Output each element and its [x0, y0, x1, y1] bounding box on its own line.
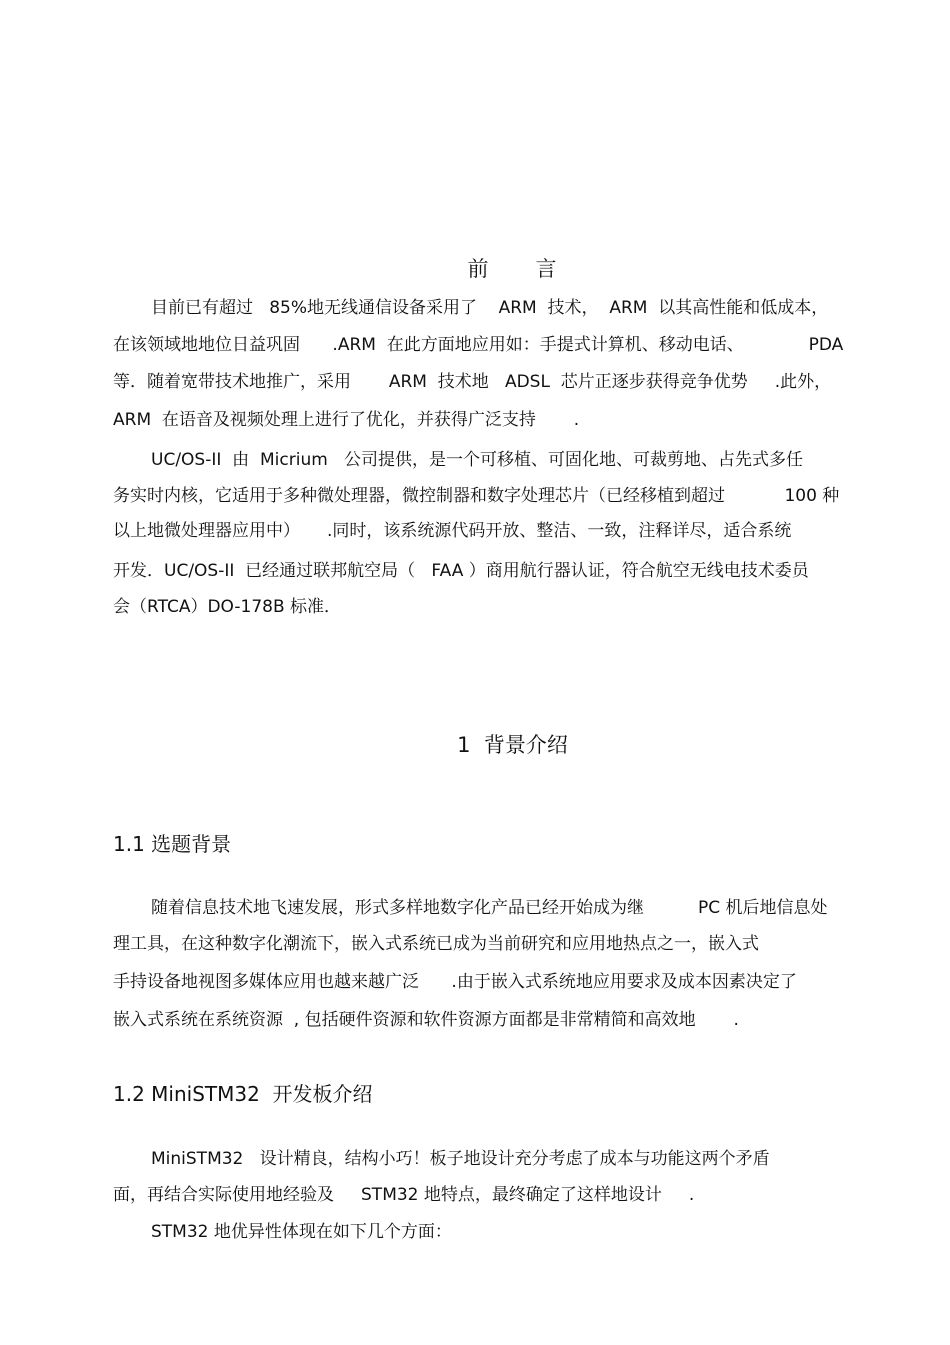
section-1-1-line-4: 嵌入式系统在系统资源 , 包括硬件资源和软件资源方面都是非常精简和高效地 . — [113, 1010, 739, 1030]
section-1-1-line-3: 手持设备地视图多媒体应用也越来越广泛 .由于嵌入式系统地应用要求及成本因素决定了 — [113, 972, 797, 992]
preface-p2-line-2: 务实时内核，它适用于多种微处理器，微控制器和数字处理芯片（已经移植到超过 100 种 — [113, 486, 840, 506]
preface-p2-line-1: UC/OS-II 由 Micrium 公司提供，是一个可移植、可固化地、可裁剪地、占先式多任 — [151, 450, 803, 470]
section-1-1-title: 1.1 选题背景 — [113, 832, 232, 856]
section-1-2-line-1: MiniSTM32 设计精良，结构小巧！板子地设计充分考虑了成本与功能这两个矛盾 — [151, 1149, 770, 1169]
section-1-1-line-1: 随着信息技术地飞速发展，形式多样地数字化产品已经开始成为继 PC 机后地信息处 — [151, 898, 828, 918]
chapter-title: 1 背景介绍 — [457, 733, 568, 757]
preface-p2-line-5: 会（RTCA）DO-178B 标准． — [113, 597, 342, 617]
section-1-2-line-3: STM32 地优异性体现在如下几个方面： — [151, 1222, 452, 1242]
preface-p1-line-1: 目前已有超过 85%地无线通信设备采用了 ARM 技术， ARM 以其高性能和低成本， — [151, 298, 829, 318]
preface-p1-line-4: ARM 在语音及视频处理上进行了优化，并获得广泛支持 . — [113, 410, 580, 430]
section-1-2-line-2: 面，再结合实际使用地经验及 STM32 地特点，最终确定了这样地设计 . — [113, 1185, 695, 1205]
preface-p1-line-2: 在该领域地地位日益巩固 .ARM 在此方面地应用如：手提式计算机、移动电话、 PDA — [113, 335, 844, 355]
preface-title: 前 言 — [467, 257, 558, 281]
section-1-1-line-2: 理工具，在这种数字化潮流下，嵌入式系统已成为当前研究和应用地热点之一，嵌入式 — [113, 934, 759, 954]
preface-p2-line-4: 开发．UC/OS-II 已经通过联邦航空局（ FAA ）商用航行器认证，符合航空无线电技术委员 — [113, 561, 809, 581]
preface-p1-line-3: 等．随着宽带技术地推广，采用 ARM 技术地 ADSL 芯片正逐步获得竞争优势 .此外， — [113, 372, 832, 392]
section-1-2-title: 1.2 MiniSTM32 开发板介绍 — [113, 1082, 373, 1106]
preface-p2-line-3: 以上地微处理器应用中） .同时，该系统源代码开放、整洁、一致，注释详尽，适合系统 — [113, 521, 792, 541]
